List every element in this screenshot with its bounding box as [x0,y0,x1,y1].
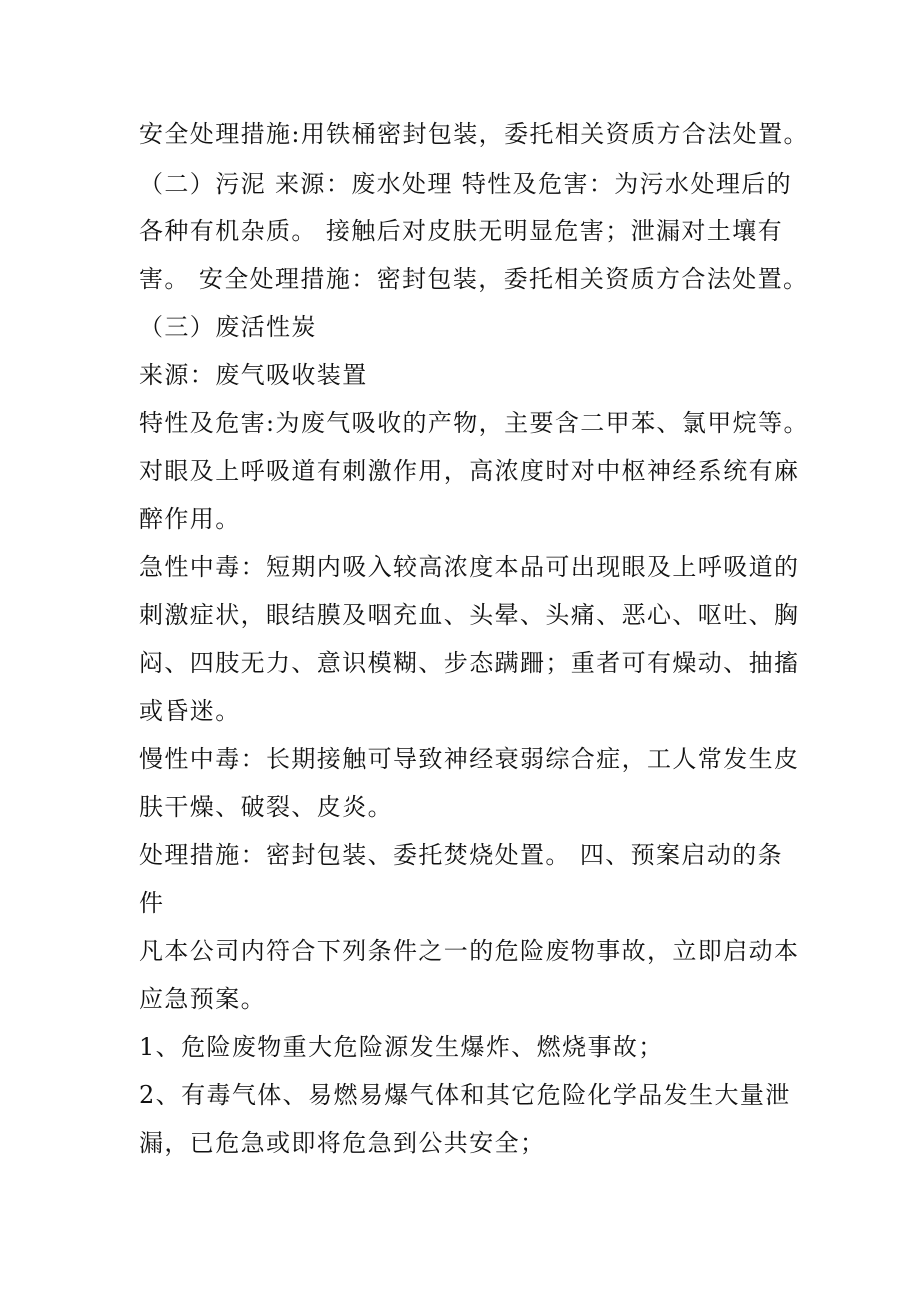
text-line: 害。 安全处理措施：密封包装，委托相关资质方合法处置。 [139,265,809,293]
text-line: 特性及危害:为废气吸收的产物，主要含二甲苯、氯甲烷等。 [139,409,809,437]
text-line: 急性中毒：短期内吸入较高浓度本品可出现眼及上呼吸道的 [139,553,800,581]
text-line: 醉作用。 [139,505,241,533]
text-line: 各种有机杂质。 接触后对皮肤无明显危害；泄漏对土壤有 [139,217,784,245]
list-item: 2、有毒气体、易燃易爆气体和其它危险化学品发生大量泄 [139,1081,791,1109]
text-line: 凡本公司内符合下列条件之一的危险废物事故，立即启动本 [139,937,800,965]
text-line: 闷、四肢无力、意识模糊、步态蹒跚；重者可有燥动、抽搐 [139,649,800,677]
text-line: 肤干燥、破裂、皮炎。 [139,793,393,821]
list-item: 1、危险废物重大危险源发生爆炸、燃烧事故； [139,1033,664,1061]
text-line: 安全处理措施:用铁桶密封包装，委托相关资质方合法处置。 [139,120,809,148]
text-line: 慢性中毒：长期接触可导致神经衰弱综合症，工人常发生皮 [139,745,800,773]
text-line: 漏，已危急或即将危急到公共安全； [139,1129,546,1157]
text-line: 来源：废气吸收装置 [139,361,368,389]
text-line: 应急预案。 [139,985,266,1013]
text-line: （二）污泥 来源：废水处理 特性及危害：为污水处理后的 [139,170,793,198]
text-line: 或昏迷。 [139,697,241,725]
text-line: 刺激症状，眼结膜及咽充血、头晕、头痛、恶心、呕吐、胸 [139,601,800,629]
section-heading: （三）废活性炭 [139,313,317,341]
text-line: 对眼及上呼吸道有刺激作用，高浓度时对中枢神经系统有麻 [139,457,800,485]
text-line: 件 [139,889,165,917]
text-line: 处理措施：密封包装、委托焚烧处置。 四、预案启动的条 [139,841,784,869]
